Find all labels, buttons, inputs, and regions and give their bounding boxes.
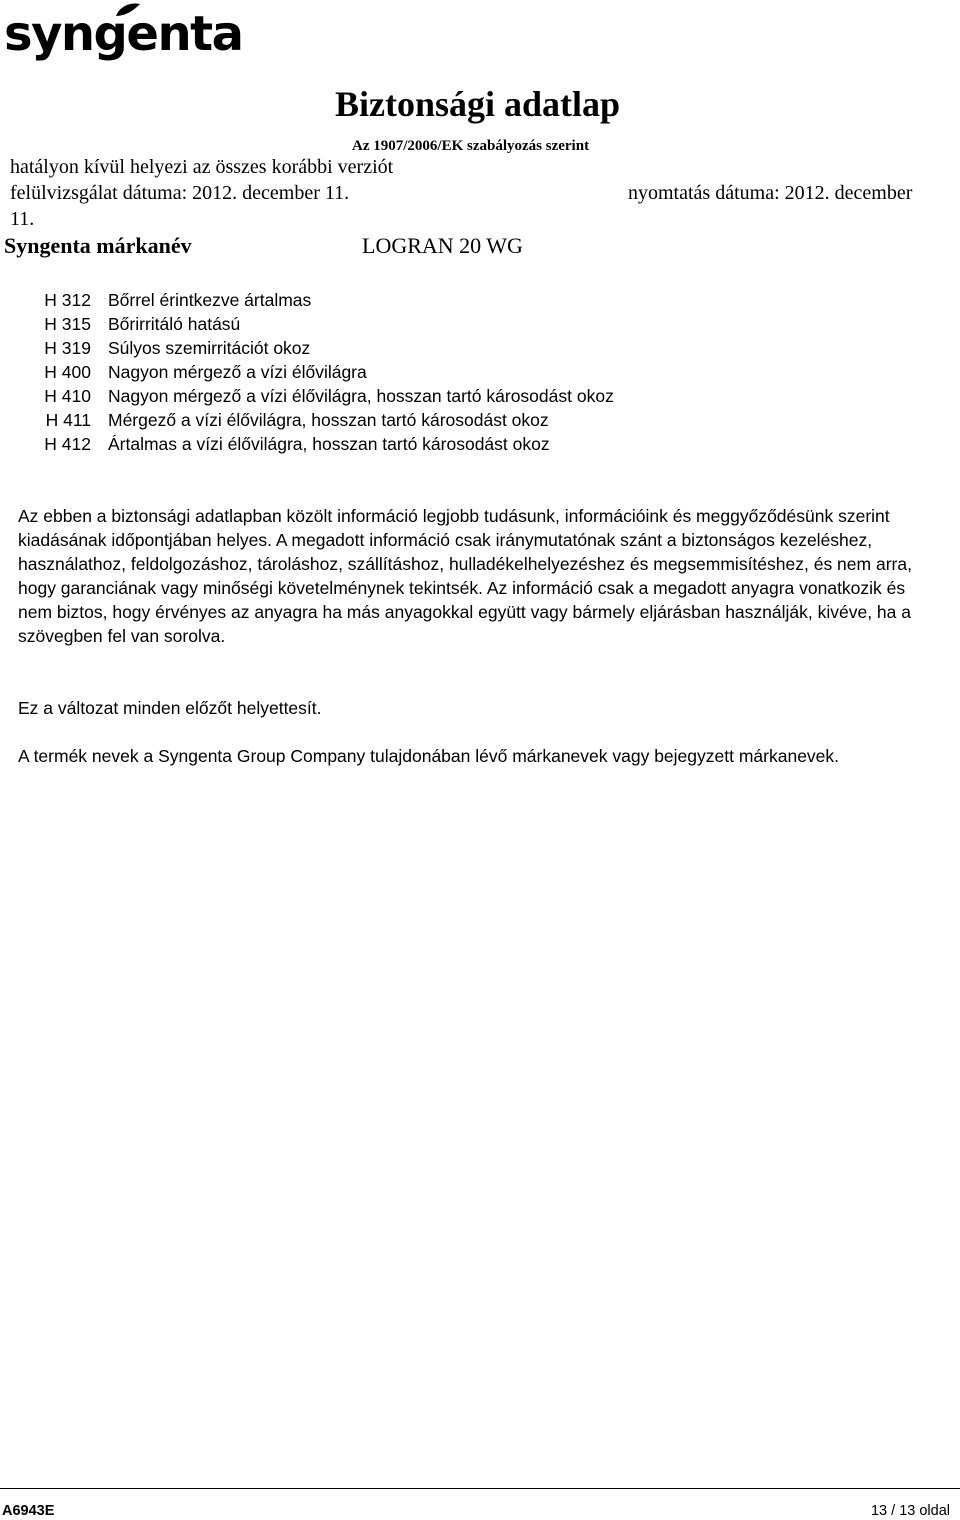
hazard-code: H 319 <box>44 338 91 358</box>
hazard-row <box>18 432 614 456</box>
hazard-row <box>18 408 614 432</box>
hazard-text: Mérgező a vízi élővilágra, hosszan tartó károsodást okoz <box>108 410 549 430</box>
page-number: 13 / 13 oldal <box>870 1503 950 1519</box>
hazard-row <box>18 336 614 360</box>
hazard-row <box>18 384 614 408</box>
hazard-statements-table <box>18 288 614 456</box>
product-name: LOGRAN 20 WG <box>362 233 523 258</box>
hazard-text: Bőrrel érintkezve ártalmas <box>108 290 312 310</box>
hazard-text: Ártalmas a vízi élővilágra, hosszan tartó károsodást okoz <box>108 434 550 454</box>
brand-label: Syngenta márkanév <box>4 233 192 258</box>
hazard-text: Nagyon mérgező a vízi élővilágra, hosszan tartó károsodást okoz <box>108 386 614 406</box>
revision-date: felülvizsgálat dátuma: 2012. december 11. <box>10 182 350 204</box>
document-code: A6943E <box>2 1503 55 1519</box>
hazard-row <box>18 312 614 336</box>
hazard-code: H 315 <box>44 314 91 334</box>
hazard-code: H 411 <box>45 410 91 430</box>
hazard-code: H 400 <box>44 362 91 382</box>
hazard-text: Súlyos szemirritációt okoz <box>108 338 311 358</box>
disclaimer-paragraph: Az ebben a biztonsági adatlapban közölt információ legjobb tudásunk, információink és meggyőződésünk szerint kiadásának időpontjában helyes. A megadott információ csak iránymutatónak szánt a biztonságos kezeléshez, használathoz, feldolgozáshoz, tároláshoz, szállításhoz, hulladékelhelyezéshez és megsemmisítéshez, és nem arra, hogy garanciának vagy minőségi követelménynek tekintsék. Az információ csak a megadott anyagra vonatkozik és nem biztos, hogy érvényes az anyagra ha más anyagokkal együtt vagy bármely eljárásban használják, kivéve, ha a szövegben fel van sorolva. <box>18 506 912 646</box>
hazard-text: Nagyon mérgező a vízi élővilágra <box>108 362 367 382</box>
version-note: Ez a változat minden előzőt helyettesít. <box>18 698 322 718</box>
supersedes-note: hatályon kívül helyezi az összes korábbi verziót <box>10 156 394 178</box>
hazard-code: H 410 <box>44 386 91 406</box>
hazard-row <box>18 288 614 312</box>
footer-divider <box>0 1488 960 1489</box>
hazard-text: Bőrirritáló hatású <box>108 314 241 334</box>
syngenta-logo <box>4 2 243 70</box>
hazard-row <box>18 360 614 384</box>
print-date-continuation: 11. <box>10 208 35 230</box>
print-date: nyomtatás dátuma: 2012. december <box>628 182 913 204</box>
logo-wordmark: syngenta <box>4 6 243 62</box>
trademark-note: A termék nevek a Syngenta Group Company tulajdonában lévő márkanevek vagy bejegyzett márkanevek. <box>18 746 840 766</box>
regulation-subtitle: Az 1907/2006/EK szabályozás szerint <box>352 138 590 154</box>
document-title: Biztonsági adatlap <box>335 84 621 124</box>
hazard-code: H 412 <box>44 434 91 454</box>
hazard-code: H 312 <box>44 290 91 310</box>
